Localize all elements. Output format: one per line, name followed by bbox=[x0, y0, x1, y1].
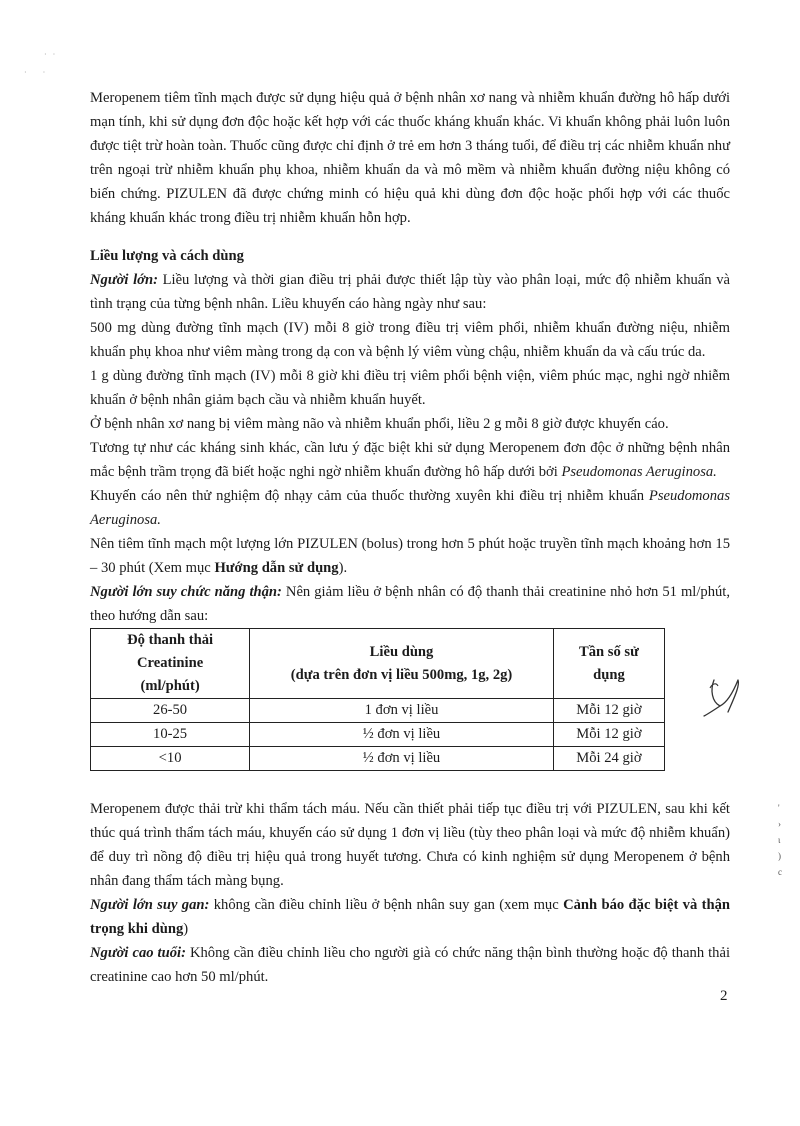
admin-text: Nên tiêm tĩnh mạch một lượng lớn PIZULEN (bolus) trong hơn 5 phút hoặc truyền tĩnh mạch khoảng hơn 15 – 30 phút (Xem mục bbox=[90, 536, 730, 576]
handwritten-initial-mark bbox=[700, 672, 746, 725]
cell-dose: ½ đơn vị liều bbox=[250, 723, 554, 747]
intro-paragraph: Meropenem tiêm tĩnh mạch được sử dụng hiệu quả ở bệnh nhân xơ nang và nhiễm khuẩn đường hô hấp dưới mạn tính, khi sử dụng đơn độc hoặc kết hợp với các thuốc kháng khuẩn khác. Vi khuẩn không phải luôn luôn được tiệt trừ hoàn toàn. Thuốc cũng được chỉ định ở trẻ em hơn 3 tháng tuổi, để điều trị các nhiễm khuẩn như trên ngoại trừ nhiễm khuẩn phụ khoa, nhiễm khuẩn da và mô mềm và nhiễm khuẩn đường niệu không có biến chứng. PIZULEN đã được chứng minh có hiệu quả khi dùng đơn độc hoặc phối hợp với các thuốc kháng khuẩn khác trong điều trị nhiễm khuẩn hỗn hợp. bbox=[90, 90, 730, 226]
cell-clearance: 10-25 bbox=[91, 723, 250, 747]
hepatic-ref: Cảnh báo đặc biệt và thận trọng khi dùng bbox=[90, 897, 730, 937]
caution-text: Tương tự như các kháng sinh khác, cần lưu ý đặc biệt khi sử dụng Meropenem đơn độc ở những bệnh nhân mắc bệnh trầm trọng đã biết hoặc nghi ngờ nhiễm khuẩn đường hô hấp dưới bởi bbox=[90, 440, 730, 480]
dose-500mg-paragraph: 500 mg dùng đường tĩnh mạch (IV) mỗi 8 giờ trong điều trị viêm phổi, nhiễm khuẩn đường niệu, nhiễm khuẩn phụ khoa như viêm màng trong dạ con và bệnh lý viêm vùng chậu, nhiễm khuẩn da và cấu trúc da. bbox=[90, 320, 730, 360]
renal-dose-table bbox=[90, 628, 665, 771]
header-dose-line1: Liều dùng bbox=[369, 643, 434, 660]
administration-paragraph bbox=[90, 532, 730, 580]
hepatic-paragraph bbox=[90, 893, 730, 941]
scan-specks: · · bbox=[44, 50, 56, 59]
page-number: 2 bbox=[720, 988, 728, 1004]
cell-frequency: Mỗi 12 giờ bbox=[553, 699, 664, 723]
adult-dosage-paragraph bbox=[90, 268, 730, 316]
adult-text: Liều lượng và thời gian điều trị phải được thiết lập tùy vào phân loại, mức độ nhiễm khuẩn và tình trạng của từng bệnh nhân. Liều khuyến cáo hàng ngày như sau: bbox=[90, 272, 730, 312]
scan-specks: · · bbox=[24, 68, 46, 77]
cell-frequency: Mỗi 12 giờ bbox=[553, 723, 664, 747]
hepatic-label: Người lớn suy gan: bbox=[90, 897, 210, 913]
table-row bbox=[91, 747, 665, 771]
header-frequency bbox=[553, 629, 664, 699]
header-frequency-line2: dụng bbox=[593, 666, 625, 683]
table-header-row bbox=[91, 629, 665, 699]
renal-text: Nên giảm liều ở bệnh nhân có độ thanh thải creatinine nhỏ hơn 51 ml/phút, theo hướng dẫn sau: bbox=[90, 584, 730, 624]
dose-1g-paragraph: 1 g dùng đường tĩnh mạch (IV) mỗi 8 giờ khi điều trị viêm phổi bệnh viện, viêm phúc mạc, nghi ngờ nhiễm khuẩn ở bệnh nhân giảm bạch cầu và nhiễm khuẩn huyết. bbox=[90, 368, 730, 408]
document-body bbox=[90, 86, 730, 989]
caution-paragraph bbox=[90, 436, 730, 484]
header-clearance-line2: (ml/phút) bbox=[140, 678, 200, 694]
table-row bbox=[91, 699, 665, 723]
cell-clearance: 26-50 bbox=[91, 699, 250, 723]
cell-clearance: <10 bbox=[91, 747, 250, 771]
dialysis-paragraph: Meropenem được thải trừ khi thẩm tách máu. Nếu cần thiết phải tiếp tục điều trị với PIZULEN, sau khi kết thúc quá trình thẩm tách máu, khuyến cáo sử dụng 1 đơn vị liều (tùy theo phân loại và mức độ nhiễm khuẩn) để duy trì nồng độ điều trị hiệu quả trong huyết tương. Chưa có kinh nghiệm sử dụng Meropenem ở bệnh nhân đang thẩm tách màng bụng. bbox=[90, 801, 730, 889]
scan-edge-marks: ' › ι ) c bbox=[778, 803, 782, 877]
test-text: Khuyến cáo nên thử nghiệm độ nhạy cảm của thuốc thường xuyên khi điều trị nhiễm khuẩn bbox=[90, 488, 649, 504]
cell-frequency: Mỗi 24 giờ bbox=[553, 747, 664, 771]
hepatic-end: ) bbox=[183, 921, 189, 937]
caution-organism: Pseudomonas Aeruginosa. bbox=[561, 464, 717, 480]
adult-label: Người lớn: bbox=[90, 272, 158, 288]
header-clearance-line1: Độ thanh thải Creatinine bbox=[127, 632, 214, 671]
elderly-label: Người cao tuổi: bbox=[90, 945, 186, 961]
test-organism: Pseudomonas Aeruginosa. bbox=[90, 488, 730, 528]
cell-dose: ½ đơn vị liều bbox=[250, 747, 554, 771]
header-dose bbox=[250, 629, 554, 699]
admin-ref: Hướng dẫn sử dụng bbox=[214, 560, 339, 576]
elderly-paragraph bbox=[90, 941, 730, 989]
header-clearance bbox=[91, 629, 250, 699]
renal-label: Người lớn suy chức năng thận: bbox=[90, 584, 282, 600]
cell-dose: 1 đơn vị liều bbox=[250, 699, 554, 723]
table-row bbox=[91, 723, 665, 747]
dosage-heading: Liều lượng và cách dùng bbox=[90, 248, 244, 264]
susceptibility-paragraph bbox=[90, 484, 730, 532]
admin-end: ). bbox=[338, 560, 348, 576]
renal-paragraph bbox=[90, 580, 730, 628]
header-dose-line2: (dựa trên đơn vị liều 500mg, 1g, 2g) bbox=[290, 666, 513, 683]
hepatic-text: không cần điều chỉnh liều ở bệnh nhân suy gan (xem mục bbox=[209, 897, 564, 913]
elderly-text: Không cần điều chỉnh liều cho người già có chức năng thận bình thường hoặc độ thanh thải creatinine cao hơn 50 ml/phút. bbox=[90, 945, 731, 985]
header-frequency-line1: Tần số sử bbox=[579, 643, 639, 660]
cf-dose-paragraph: Ở bệnh nhân xơ nang bị viêm màng não và nhiễm khuẩn phổi, liều 2 g mỗi 8 giờ được khuyến cáo. bbox=[90, 416, 669, 432]
